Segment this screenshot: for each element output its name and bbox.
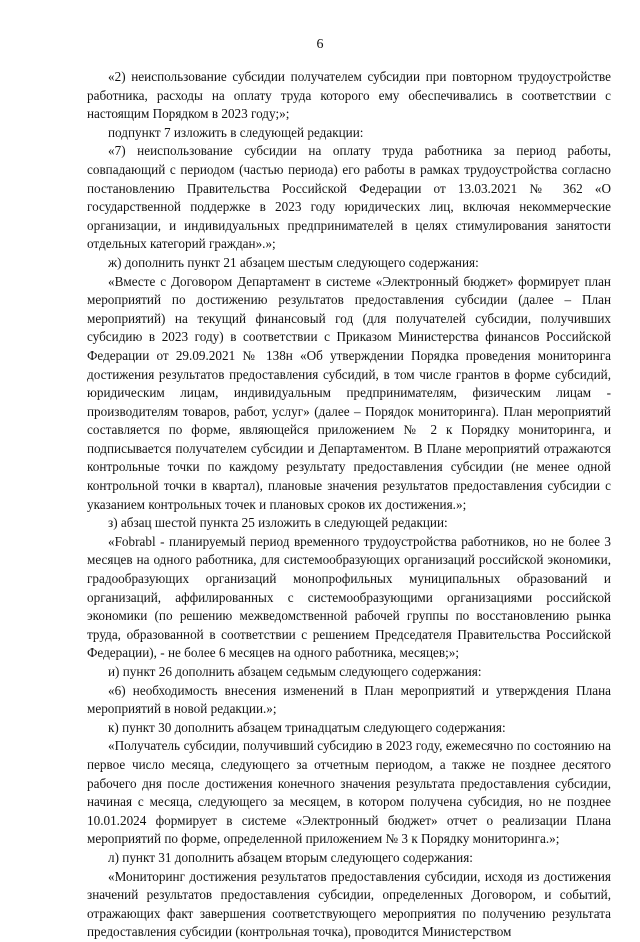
paragraph-9: «6) необходимость внесения изменений в План мероприятий и утверждения Плана мероприятий в новой редакции.»; xyxy=(87,682,611,717)
paragraph-11: «Получатель субсидии, получивший субсидию в 2023 году, ежемесячно по состоянию на первое число месяца, следующего за отчетным периодом, а также не позднее десятого рабочего дня после достижения конечного значения результата предоставления субсидии, начиная с месяца, следующего за месяцем, в котором получена субсидия, но не позднее 10.01.2024 формирует в системе «Электронный бюджет» отчет о реализации Плана мероприятий по форме, определенной приложением № 3 к Порядку мониторинга.»; xyxy=(87,738,611,847)
paragraph-12: л) пункт 31 дополнить абзацем вторым следующего содержания: xyxy=(108,849,473,865)
paragraph-3: «7) неиспользование субсидии на оплату труда работника за период работы, совпадающий с периодом (частью периода) его работы в рамках трудоустройства согласно постановлению Правительства Российской Федерации от 13.03.2021 № 362 «О государственной поддержке в 2023 году юридических лиц, включая некоммерческие организации, и индивидуальных предпринимателей в целях стимулирования занятости отдельных категорий граждан».»; xyxy=(87,143,611,252)
paragraph-13: «Мониторинг достижения результатов предоставления субсидии, исходя из достижения значений результатов предоставления субсидии, определенных Договором, и событий, отражающих факт завершения соответствующего мероприятия по получению результата предоставления субсидии (контрольная точка), проводится Министерством xyxy=(87,868,611,940)
paragraph-1: «2) неиспользование субсидии получателем субсидии при повторном трудоустройстве работника, расходы на оплату труда которого ему обеспечивались в соответствии с настоящим Порядком в 2023 году;»; xyxy=(87,69,611,122)
paragraph-7: «Fobrabl - планируемый период временного трудоустройства работников, но не более 3 месяцев на одного работника, для системообразующих организаций российской экономики, градообразующих организаций монопрофильных муниципальных образований и организаций, аффилированных с системообразующими организациями российской экономики (по решению межведомственной рабочей группы по восстановлению рынка труда, образованной в соответствии с решением Председателя Правительства Российской Федерации), - не более 6 месяцев на одного работника, месяцев;»; xyxy=(87,533,611,661)
page-number: 6 xyxy=(316,37,324,52)
paragraph-4: ж) дополнить пункт 21 абзацем шестым следующего содержания: xyxy=(108,254,479,270)
paragraph-5: «Вместе с Договором Департамент в системе «Электронный бюджет» формирует план мероприятий по достижению результатов предоставления субсидии (далее – План мероприятий) на текущий финансовый год (для получателей субсидии, получивших субсидию в 2023 году) в соответствии с Приказом Министерства финансов Российской Федерации от 29.09.2021 № 138н «Об утверждении Порядка проведения мониторинга достижения результатов предоставления субсидий, в том числе грантов в форме субсидий, юридическим лицам, индивидуальным предпринимателям, физическим лицам - производителям товаров, работ, услуг» (далее – Порядок мониторинга). План мероприятий составляется по форме, являющейся приложением № 2 к Порядку мониторинга, и подписывается получателем субсидии и Департаментом. В Плане мероприятий отражаются контрольные точки по каждому результату предоставления субсидии (не менее одной контрольной точки в квартал), плановые значения результатов предоставления субсидии с указанием контрольных точек и плановых сроков их достижения.»; xyxy=(87,273,611,512)
paragraph-10: к) пункт 30 дополнить абзацем тринадцатым следующего содержания: xyxy=(108,719,506,735)
paragraph-8: и) пункт 26 дополнить абзацем седьмым следующего содержания: xyxy=(108,664,482,679)
document-body xyxy=(87,68,611,942)
paragraph-6: з) абзац шестой пункта 25 изложить в следующей редакции: xyxy=(108,515,448,531)
paragraph-2: подпункт 7 изложить в следующей редакции: xyxy=(108,124,364,140)
